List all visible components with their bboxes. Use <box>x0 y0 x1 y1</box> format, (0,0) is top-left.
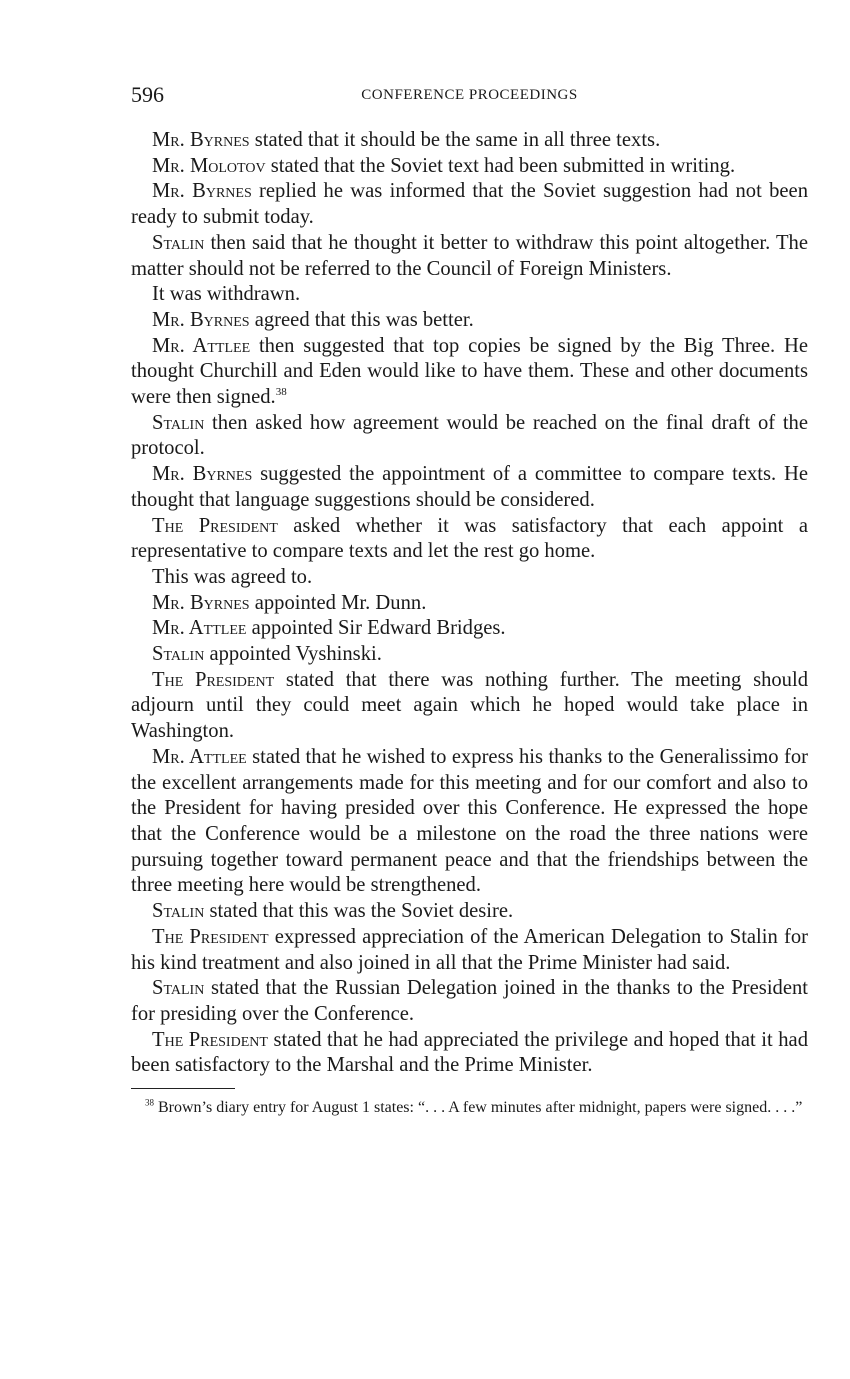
speaker-name: Mr. Byrnes <box>152 308 250 331</box>
paragraph <box>131 154 808 180</box>
document-page <box>131 78 808 1117</box>
speaker-name: Stalin <box>152 900 205 923</box>
paragraph <box>131 282 808 308</box>
paragraph-text: stated that the Russian Delegation joined in the thanks to the President for presiding over the Conference. <box>131 977 808 1025</box>
paragraph-text: then said that he thought it better to withdraw this point altogether. The matter should not be referred to the Council of Foreign Ministers. <box>131 231 808 280</box>
speaker-name: The President <box>152 514 278 537</box>
speaker-name: Mr. Molotov <box>152 154 266 177</box>
footnote-reference[interactable]: 38 <box>275 386 287 399</box>
paragraph <box>131 668 808 745</box>
paragraph <box>131 925 808 976</box>
page-header <box>131 78 808 112</box>
paragraph-text: This was agreed to. <box>152 565 313 588</box>
speaker-name: Stalin <box>152 977 205 1000</box>
speaker-name: The President <box>152 925 269 948</box>
paragraph-text: appointed Sir Edward Bridges. <box>246 617 506 640</box>
paragraph <box>131 179 808 230</box>
paragraph <box>131 334 808 411</box>
paragraph-text: appointed Vyshinski. <box>204 643 382 666</box>
paragraph <box>131 565 808 591</box>
running-head: CONFERENCE PROCEEDINGS <box>361 87 578 103</box>
paragraph-text: appointed Mr. Dunn. <box>249 591 427 614</box>
paragraph <box>131 899 808 925</box>
paragraph <box>131 1028 808 1079</box>
paragraph-text: then suggested that top copies be signed by the Big Three. He thought Churchill and Eden would like to have them. These and other documents were then signed. <box>131 334 808 409</box>
paragraph-text: stated that he had appreciated the privilege and hoped that it had been satisfactory to the Marshal and the Prime Minister. <box>131 1028 808 1077</box>
speaker-name: The President <box>152 668 275 691</box>
paragraph-text: agreed that this was better. <box>249 308 474 331</box>
speaker-name: Mr. Byrnes <box>152 463 253 486</box>
paragraph-text: then asked how agreement would be reached on the final draft of the protocol. <box>131 411 808 460</box>
paragraph <box>131 976 808 1027</box>
page-number: 596 <box>131 82 164 107</box>
paragraph <box>131 642 808 668</box>
footnote-divider <box>131 1088 235 1089</box>
paragraph <box>131 591 808 617</box>
speaker-name: Stalin <box>152 411 205 434</box>
paragraph <box>131 411 808 462</box>
speaker-name: Stalin <box>152 643 205 666</box>
footnote-text: Brown’s diary entry for August 1 states: “. . . A few minutes after midnight, papers were signed. . . .” <box>154 1099 803 1117</box>
paragraph <box>131 231 808 282</box>
footnote <box>131 1099 808 1117</box>
document-body <box>131 128 808 1079</box>
paragraph-text: stated that he wished to express his thanks to the Generalissimo for the excellent arrangements made for this meeting and for our comfort and also to the President for having presided over this Conference. He expressed the hope that the Conference would be a milestone on the road the three nations were pursuing together toward permanent peace and that the friendships between the three meeting here would be strengthened. <box>131 745 808 897</box>
paragraph-text: suggested the appointment of a committee to compare texts. He thought that language suggestions should be considered. <box>131 463 808 511</box>
speaker-name: Mr. Attlee <box>152 334 251 357</box>
speaker-name: Stalin <box>152 231 205 254</box>
speaker-name: Mr. Byrnes <box>152 180 252 203</box>
speaker-name: Mr. Byrnes <box>152 129 250 151</box>
paragraph-text: stated that the Soviet text had been submitted in writing. <box>265 154 736 177</box>
paragraph-text: It was withdrawn. <box>152 283 301 306</box>
paragraph <box>131 745 808 899</box>
paragraph <box>131 128 808 154</box>
paragraph <box>131 616 808 642</box>
speaker-name: Mr. Attlee <box>152 617 247 640</box>
paragraph-text: expressed appreciation of the American Delegation to Stalin for his kind treatment and also joined in all that the Prime Minister had said. <box>131 925 808 974</box>
paragraph-text: stated that this was the Soviet desire. <box>204 900 514 923</box>
speaker-name: The President <box>152 1028 268 1051</box>
footnote-marker: 38 <box>145 1097 154 1108</box>
paragraph-text: stated that there was nothing further. The meeting should adjourn until they could meet again which he hoped would take place in Washington. <box>131 668 808 743</box>
paragraph <box>131 462 808 513</box>
paragraph <box>131 514 808 565</box>
paragraph <box>131 308 808 334</box>
paragraph-text: replied he was informed that the Soviet suggestion had not been ready to submit today. <box>131 180 808 229</box>
paragraph-text: asked whether it was satisfactory that each appoint a representative to compare texts and let the rest go home. <box>131 514 808 563</box>
speaker-name: Mr. Byrnes <box>152 591 250 614</box>
speaker-name: Mr. Attlee <box>152 745 247 768</box>
paragraph-text: stated that it should be the same in all three texts. <box>249 129 661 151</box>
